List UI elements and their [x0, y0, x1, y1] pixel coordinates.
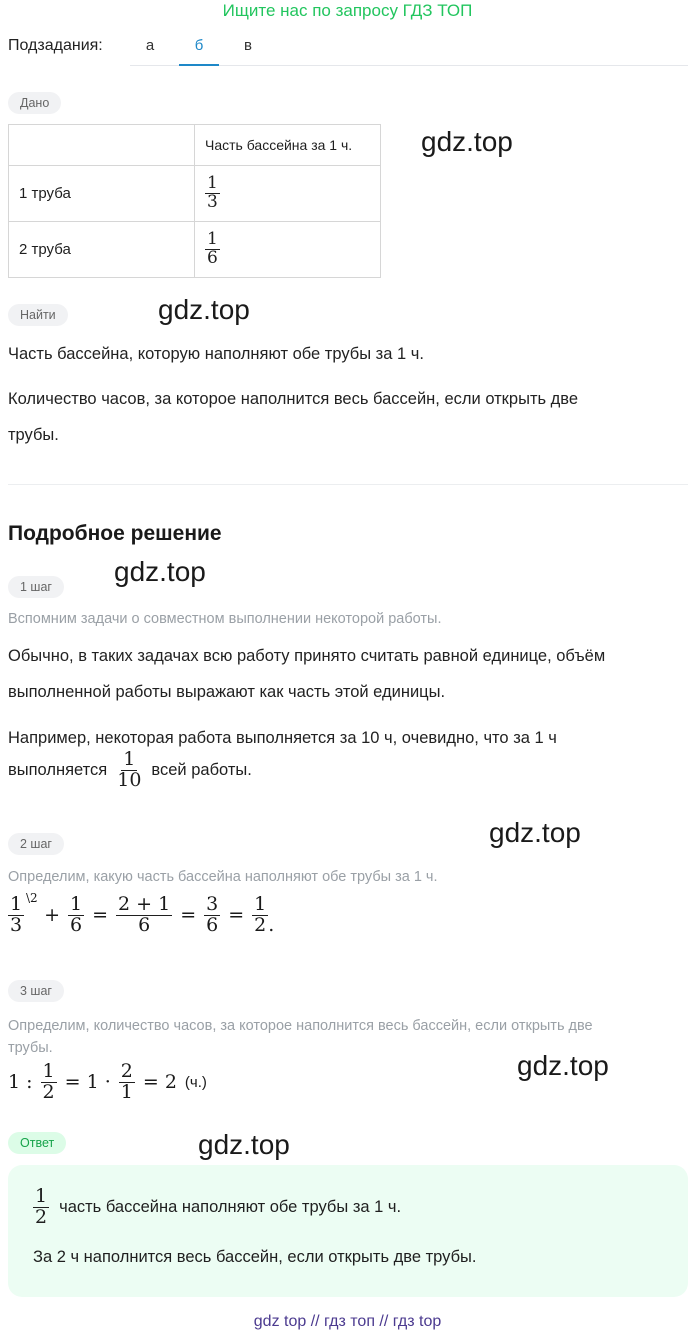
watermark: gdz.top: [517, 1050, 609, 1081]
table-row: [9, 222, 381, 278]
table-row: [9, 166, 381, 222]
answer-pill: Ответ: [8, 1132, 66, 1154]
row-value: [195, 222, 381, 278]
fraction: $\frac{1}{2}$: [35, 1185, 48, 1228]
equals-sign: =: [228, 904, 245, 927]
period: .: [268, 913, 275, 936]
find-pill: Найти: [8, 304, 68, 326]
watermark: gdz.top: [114, 556, 206, 587]
equation-middle: = 1 ·: [64, 1071, 111, 1094]
watermark: gdz.top: [489, 817, 581, 848]
step-2-caption: Определим, какую часть бассейна наполняют обе трубы за 1 ч.: [8, 869, 438, 885]
fraction: $\frac{1}{10}$: [117, 748, 142, 791]
step-1-paragraph-2b: [8, 750, 252, 791]
table-header-cell: Часть бассейна за 1 ч.: [195, 125, 381, 166]
fraction: $\frac{1}{3}$: [10, 893, 23, 936]
step-1-paragraph-1b: выполненной работы выражают как часть этой единицы.: [8, 683, 446, 701]
equals-sign: =: [92, 904, 109, 927]
fraction: $\frac{1}{3}$: [207, 173, 218, 212]
fraction: $\frac{3}{6}$: [206, 893, 219, 936]
fraction: $\frac{2 + 1}{6}$: [118, 893, 171, 936]
step-1-text: выполняется: [8, 760, 108, 779]
equals-sign: =: [180, 904, 197, 927]
subtask-tab-v[interactable]: в: [244, 37, 252, 54]
step-1-paragraph-1a: Обычно, в таких задачах всю работу принято считать равной единице, объём: [8, 647, 606, 665]
subtasks-tabs: [130, 28, 688, 66]
fraction: $\frac{2}{1}$: [120, 1060, 133, 1103]
fraction: $\frac{1}{2}$: [42, 1060, 55, 1103]
answer-text: часть бассейна наполняют обе трубы за 1 ч.: [59, 1197, 402, 1216]
row-value: [195, 166, 381, 222]
multiplier-superscript: \2: [26, 891, 38, 905]
fraction: $\frac{1}{6}$: [207, 229, 218, 268]
equation-prefix: 1 :: [8, 1071, 33, 1094]
step-3-equation: [8, 1062, 207, 1103]
table-corner-cell: [9, 125, 195, 166]
section-divider: [8, 484, 688, 485]
step-1-paragraph-2a: Например, некоторая работа выполняется за 10 ч, очевидно, что за 1 ч: [8, 729, 557, 747]
answer-line-1: [33, 1187, 401, 1228]
step-1-pill: 1 шаг: [8, 576, 64, 598]
subtask-tab-a[interactable]: а: [145, 37, 155, 54]
find-line-2a: Количество часов, за которое наполнится весь бассейн, если открыть две: [8, 390, 579, 408]
step-3-caption-b: трубы.: [8, 1040, 53, 1056]
answer-line-2: За 2 ч наполнится весь бассейн, если открыть две трубы.: [33, 1248, 477, 1266]
watermark: gdz.top: [421, 126, 513, 157]
footer-links[interactable]: gdz top // гдз топ // гдз top: [253, 1313, 442, 1330]
step-3-caption-a: Определим, количество часов, за которое наполнится весь бассейн, если открыть две: [8, 1018, 593, 1034]
row-label: 1 труба: [9, 166, 195, 222]
given-table: [8, 124, 381, 278]
step-2-pill: 2 шаг: [8, 833, 64, 855]
step-2-equation: [8, 891, 275, 936]
step-1-caption: Вспомним задачи о совместном выполнении некоторой работы.: [8, 611, 442, 627]
result: [252, 895, 274, 936]
solution-title: Подробное решение: [8, 522, 222, 545]
search-banner: Ищите нас по запросу ГДЗ ТОП: [222, 1, 473, 20]
plus-sign: +: [44, 904, 61, 927]
answer-box: [8, 1165, 688, 1297]
row-label: 2 труба: [9, 222, 195, 278]
find-line-1: Часть бассейна, которую наполняют обе трубы за 1 ч.: [8, 345, 424, 363]
subtasks-label: Подзадания:: [8, 37, 103, 54]
equation-result: = 2: [142, 1071, 177, 1094]
watermark: gdz.top: [198, 1129, 290, 1160]
step-3-pill: 3 шаг: [8, 980, 64, 1002]
find-line-2b: трубы.: [8, 426, 59, 444]
subtask-tab-b[interactable]: б: [179, 28, 219, 66]
equation-term: [8, 891, 38, 936]
unit-label: (ч.): [184, 1073, 207, 1091]
watermark: gdz.top: [158, 294, 250, 325]
step-1-text: всей работы.: [151, 760, 252, 779]
fraction: $\frac{1}{6}$: [70, 893, 83, 936]
fraction: $\frac{1}{2}$: [254, 893, 267, 936]
given-pill: Дано: [8, 92, 61, 114]
